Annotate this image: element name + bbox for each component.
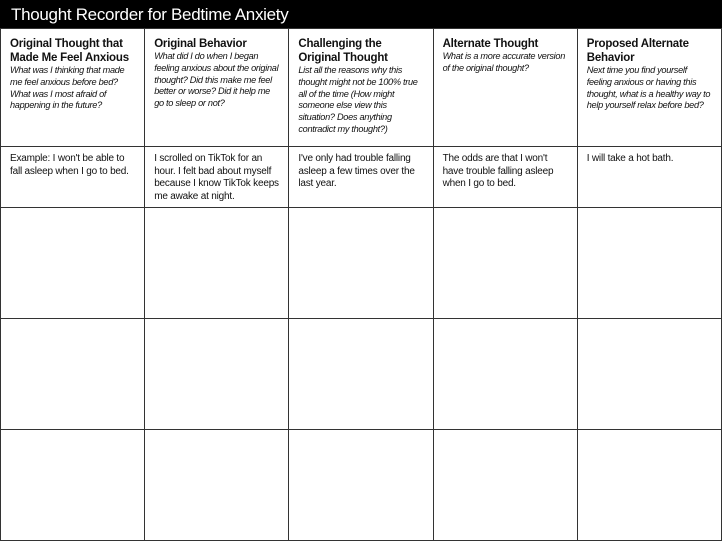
blank-row (1, 208, 722, 319)
blank-cell[interactable] (1, 430, 145, 541)
example-cell: The odds are that I won't have trouble falling asleep when I go to bed. (433, 147, 577, 208)
blank-cell[interactable] (145, 319, 289, 430)
example-cell: I will take a hot bath. (577, 147, 721, 208)
example-cell: I've only had trouble falling asleep a few times over the last year. (289, 147, 433, 208)
column-header (433, 29, 577, 147)
blank-cell[interactable] (145, 430, 289, 541)
column-heading: Challenging the Original Thought (298, 38, 388, 64)
blank-cell[interactable] (1, 208, 145, 319)
column-prompt: What was I thinking that made me feel anxious before bed? What was I most afraid of happening in the future? (10, 65, 125, 111)
thought-record-table (0, 28, 722, 541)
blank-cell[interactable] (289, 319, 433, 430)
column-heading: Original Thought that Made Me Feel Anxious (10, 38, 129, 64)
blank-cell[interactable] (577, 319, 721, 430)
example-row (1, 147, 722, 208)
blank-cell[interactable] (289, 430, 433, 541)
worksheet-title: Thought Recorder for Bedtime Anxiety (0, 0, 722, 29)
column-prompt: What is a more accurate version of the original thought? (442, 51, 566, 73)
column-heading: Proposed Alternate Behavior (586, 38, 689, 64)
example-cell: I scrolled on TikTok for an hour. I felt bad about myself because I know TikTok keeps me awake at night. (145, 147, 289, 208)
blank-cell[interactable] (433, 208, 577, 319)
header-row (1, 29, 722, 147)
column-heading: Alternate Thought (442, 38, 539, 50)
blank-cell[interactable] (1, 319, 145, 430)
example-cell: Example: I won't be able to fall asleep when I go to bed. (1, 147, 145, 208)
blank-cell[interactable] (577, 430, 721, 541)
blank-cell[interactable] (433, 319, 577, 430)
column-header (145, 29, 289, 147)
blank-cell[interactable] (433, 430, 577, 541)
column-heading: Original Behavior (154, 38, 247, 50)
blank-cell[interactable] (577, 208, 721, 319)
blank-cell[interactable] (145, 208, 289, 319)
blank-row (1, 430, 722, 541)
column-header (577, 29, 721, 147)
column-prompt: What did I do when I began feeling anxious about the original thought? Did this make me feel better or worse? Did it help me go to sleep or not? (154, 51, 279, 109)
column-header (1, 29, 145, 147)
column-header (289, 29, 433, 147)
column-prompt: List all the reasons why this thought might not be 100% true all of the time (How might someone else view this situation? Does anything contradict my thought?) (298, 65, 418, 134)
blank-cell[interactable] (289, 208, 433, 319)
blank-row (1, 319, 722, 430)
column-prompt: Next time you find yourself feeling anxious or having this thought, what is a healthy way to help yourself relax before bed? (586, 65, 711, 111)
